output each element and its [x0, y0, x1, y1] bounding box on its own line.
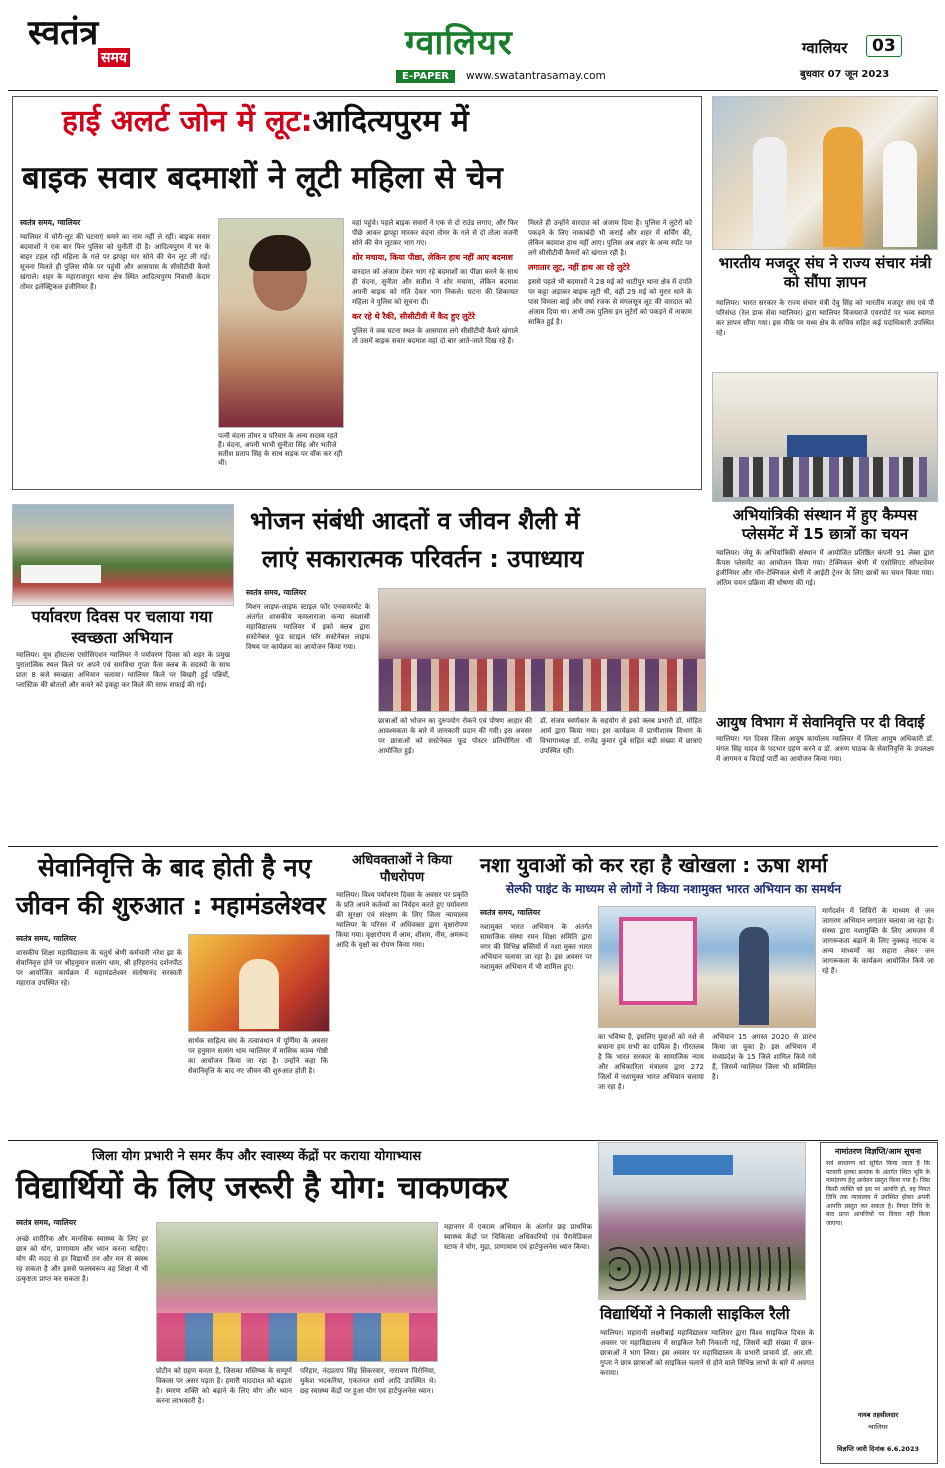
lead-byline: स्वतंत्र समय, ग्वालियर [20, 218, 81, 227]
food-byline: स्वतंत्र समय, ग्वालियर [246, 588, 307, 597]
lead-photo-woman [218, 218, 344, 428]
epaper-label: E-PAPER [396, 70, 455, 83]
campus-body: ग्वालियर। जेयू के अभियांत्रिकी संस्थान में आयोजित प्रतिष्ठित कंपनी 91 लेब्स द्वारा कैंपस प्लेसमेंट का आयोजन किया गया। टेक्निकल श्रेणी में एसोसिएट सॉफ्टवेयर इंजीनियर और नॉन-टेक्निकल श्रेणी में आईटी ट्रेनर के लिए छात्रों का चयन किया गया। अंतिम चयन प्रक्रिया की घोषणा की गई। [716, 549, 934, 587]
food-photo [378, 588, 706, 712]
cycle-headline: विद्यार्थियों ने निकाली साइकिल रैली [600, 1305, 790, 1323]
cycle-photo [598, 1142, 806, 1300]
bms-photo [712, 96, 938, 250]
food-headline-2: लाएं सकारात्मक परिवर्तन : उपाध्याय [262, 545, 584, 573]
env-headline: पर्यावरण दिवस पर चलाया गया स्वच्छता अभियान [31, 607, 213, 647]
food-headline-1: भोजन संबंधी आदतों व जीवन शैली में [250, 507, 580, 535]
ayush-body: ग्वालियर। गत दिवस जिला आयुष कार्यालय ग्वालियर में जिला आयुष अधिकारी डॉ. मंगल सिंह यादव के पदभार ग्रहण करने व डॉ. अरुण पाठक के सेवानिवृत्ति के उपलक्ष्य में आगमन व विदाई पार्टी का आयोजन किया गया। [716, 735, 934, 763]
lead-col2-text-c: पुलिस ने जब घटना स्थल के आसपास लगे सीसीटीवी कैमरे खंगाले तो उसमें बाइक सवार बदमाश वहां दो बार आते-जाते दिख रहे हैं। [352, 327, 518, 345]
advocates-headline: अधिवक्ताओं ने किया पौधरोपण [351, 853, 453, 885]
issue-date: बुधवार 07 जून 2023 [800, 69, 890, 80]
cycle-bikes [609, 1247, 795, 1291]
lead-col2 [352, 218, 518, 484]
lead-photo-hair [249, 235, 311, 271]
drugs-photo-person [739, 927, 769, 1025]
notice-footer: विज्ञप्ति जारी दिनांक 6.6.2023 [837, 1445, 919, 1453]
ayush-headline: आयुष विभाग में सेवानिवृत्ति पर दी विदाई [716, 715, 925, 731]
env-body: ग्वालियर। यूथ हॉस्टल्स एसोसिएशन ग्वालियर ने पर्यावरण दिवस को शहर के प्रमुख पुरातात्विक स्थल किले पर अपने एवं समविधा गुप्ता फैंस क्लब के सदस्यों के साथ प्रातः 8 बजे स्वच्छता अभियान चलाया। ग्वालियर किले पर बिखरी हुई पन्नियों, प्लास्टिक की बोतलों और कचरे को इकट्ठा कर किले की साफ सफाई की गई। [16, 651, 230, 689]
yoga-headline: विद्यार्थियों के लिए जरूरी है योग: चाकणकर [16, 1170, 508, 1206]
lead-col2-text-a: वहां पहुंचे। पहले बाइक सवारों ने एक से दो राउंड लगाए, और फिर पीछे आकर झपट्टा मारकर वंदना तोमर के गले से दो तोला वजनी सोने की चेन लूटकर भाग गए। [352, 219, 518, 247]
yoga-photo [156, 1222, 438, 1362]
bms-photo-figure-3 [883, 141, 917, 247]
food-col1: मिशन लाइफ-लाइफ स्टाइल फॉर एनवायरमेंट के अंतर्गत शासकीय कमलाराजा कन्या स्वशासी महाविद्यालय ग्वालियर में इको क्लब द्वारा सस्टेनेबल फूड स्टाइल फॉर सस्टेनेबल लाइफ विषय पर कार्यक्रम का आयोजन किया गया। [246, 603, 370, 651]
drugs-subhead: सेल्फी पाइंट के माध्यम से लोगों ने किया नशामुक्त भारत अभियान का समर्थन [506, 882, 842, 896]
campus-banner [787, 435, 867, 459]
lower-rule [8, 1140, 938, 1141]
drugs-col1: नशामुक्त भारत अभियान के अंतर्गत सामाजिक संस्था रमन शिक्षा समिति द्वारा नगर की विभिन्न बस्तियों में नशा मुक्त भारत अभियान चलाया जा रहा है। इस अवसर पर नशामुक्त अभियान में भी शामिल हुए। [480, 923, 592, 971]
bms-photo-figure-1 [753, 137, 787, 247]
food-col3: डॉ. संजय स्वर्णकार के सहयोग से इको क्लब प्रभारी डॉ. मोहित आर्य द्वारा किया गया। इस कार्यक्रम में प्राणीशास्त्र विभाग के विभागाध्यक्ष डॉ. राजेंद्र कुमार दुबे सहित बड़ी संख्या में छात्राएं उपस्थित रहीं। [540, 717, 702, 755]
yoga-col2: प्रोटीन को ग्रहण करता है, जिसका मस्तिष्क के सम्पूर्ण विकास पर असर पड़ता है। हमारी याददाश्त को बढ़ाता है। स्मरण शक्ति को बढ़ाने के लिए योग और ध्यान करना लाभकारी है। [156, 1367, 292, 1405]
campus-headline: अभियांत्रिकी संस्थान में हुए कैम्पस प्लेसमेंट में 15 छात्रों का चयन [732, 506, 918, 543]
page-number: 03 [866, 35, 902, 57]
lead-subhead-1: शोर मचाया, किया पीछा, लेकिन हाथ नहीं आए बदमाश [352, 253, 513, 262]
notice-sign-1: नायब तहसीलदार [857, 1411, 899, 1419]
env-banner [21, 565, 101, 583]
retire-photo [188, 934, 330, 1032]
logo-top: स्वतंत्र [28, 13, 99, 53]
env-photo [12, 504, 234, 606]
lead-col2-text-b: वारदात को अंजाम देकर भाग रहे बदमाशों का पीछा करने के साथ ही वंदना, सुनीता और सतीश ने शोर मचाया, लेकिन बदमाश अपनी बाइक को गति देकर भाग निकले। घटना की शिकायत महिला ने पुलिस को सूचना दी। [352, 268, 518, 306]
drugs-col2: का भविष्य है, इसलिए युवाओं को नशे से बचाना हम सभी का दायित्व है। गौरतलब है कि भारत सरकार के सामाजिक न्याय और अधिकारिता मंत्रालय द्वारा 272 जिलों में नशामुक्त भारत अभियान चलाया जा रहा है। [598, 1033, 704, 1091]
yoga-mats [157, 1313, 437, 1361]
bms-body: ग्वालियर। भारत सरकार के राज्य संचार मंत्री देवु सिंह को भारतीय मजदूर संघ एवं पी परिसंघ्ठ (रेल डाक सेवा ग्वालियर) द्वारा ग्वालियर विजयराजे एयरपोर्ट पर भव्य स्वागत कर ज्ञापन सौंपा गया। इस मौके पर मध्य क्षेत्र के सचिव सहित कई पदाधिकारी उपस्थित रहे। [716, 299, 934, 337]
bms-headline: भारतीय मजदूर संघ ने राज्य संचार मंत्री को सौंपा ज्ञापन [718, 254, 932, 291]
lead-col3 [528, 218, 692, 484]
lead-subhead-2: कर रहे थे रैकी, सीसीटीवी में कैद हुए लुटेरे [352, 312, 476, 321]
campus-photo [712, 372, 938, 502]
lead-col1: ग्वालियर में चोरी-लूट की घटनाएं थमने का नाम नहीं ले रहीं। बाइक सवार बदमाशों ने एक बार फिर पुलिस को चुनौती दी है। आदित्यपुरम में घर के बाहर टहल रही महिला के गले पर झपट्टा मार सोने की चेन लूट ली गई। सूचना मिलते ही पुलिस मौके पर पहुंची और आसपास के सीसीटीवी कैमरे खंगाले। शहर के महाराजपुरा थाना क्षेत्र स्थित आदित्यपुरम निवासी केदार तोमर इलेक्ट्रिकल इंजीनियर हैं। [20, 233, 210, 291]
logo-bottom: समय [98, 48, 130, 67]
advocates-body: ग्वालियर। विश्व पर्यावरण दिवस के अवसर पर प्रकृति के प्रति अपने कर्तव्यों का निर्वहन करते हुए पर्यावरण की सुरक्षा एवं संरक्षण के लिए जिला न्यायालय ग्वालियर के परिसर में अधिवक्ता द्वारा वृक्षारोपण किया गया। वृक्षारोपण में आम, शीशम, नीम, अमरूद आदि के वृक्षों का रोपण किया गया। [336, 891, 468, 949]
retire-col1: शासकीय शिक्षा महाविद्यालय के चतुर्थ श्रेणी कर्मचारी नरेश झा के सेवानिवृत्त होने पर श्रीहनुमान सत्संग धाम, श्री हरिहरानंद दर्शनपीठ पर आयोजित कार्यक्रम में महामंडलेश्वर संतोषानंद सरस्वती महाराज उपस्थित रहे। [16, 949, 182, 987]
bms-photo-figure-2 [823, 127, 863, 247]
drugs-selfie-frame [619, 917, 697, 1005]
retire-photo-figure [239, 959, 279, 1029]
retire-headline-1: सेवानिवृत्ति के बाद होती है नए [38, 853, 312, 882]
yoga-byline: स्वतंत्र समय, ग्वालियर [16, 1218, 77, 1227]
yoga-col3: परिहार, नंदप्रताप सिंह सिकरवार, नारायण पिरोनिया, मुकेश भदकरिया, एकतनत शर्मा आदि उपस्थित थे। छह स्वास्थ्य केंद्रों पर हुआ योग एवं हार्टफुलनेस ध्यान। [300, 1367, 436, 1395]
yoga-col4: महानगर में एकात्म अभियान के अंतर्गत छह प्राथमिक स्वास्थ्य केंद्रों पर चिकित्सा अधिकारियों एवं पैरामेडिकल स्टाफ ने योग, मुद्रा, प्राणायाम एवं हार्टफुलनेस ध्यान किया। [444, 1223, 592, 1251]
drugs-col3: अभियान 15 अगस्त 2020 से प्रारंभ किया जा चुका है। इस अभियान में मध्यप्रदेश के 15 जिले शामिल किये गये हैं, जिसमें ग्वालियर जिला भी सम्मिलित है। [712, 1033, 816, 1081]
lead-headline-line1 [62, 104, 469, 140]
notice-sign-2: ग्वालियर [868, 1423, 888, 1431]
yoga-kicker: जिला योग प्रभारी ने समर कैंप और स्वास्थ्य केंद्रों पर कराया योगाभ्यास [92, 1149, 422, 1164]
lead-col3-text-a: मिलते ही उन्होंने वारदात को अंजाम दिया है। पुलिस ने लुटेरों को पकड़ने के लिए नाकाबंदी भी कराई और शहर में सर्चिंग की, लेकिन बदमाश हाथ नहीं आए। पुलिस अब शहर के अन्य स्पॉट पर लगे सीसीटीवी कैमरों को खंगाल रही है। [528, 219, 692, 257]
food-col2: छात्राओं को भोजन का दुरुपयोग रोकने एवं पोषण आहार की आवश्यकता के बारे में जानकारी प्रदान की गयी। इस अवसर पर छात्राओं को सस्टेनेबल फूड पोस्टर प्रतियोगिता भी आयोजित हुई। [378, 717, 532, 755]
logo [28, 14, 138, 82]
city-title: ग्वालियर [405, 23, 513, 63]
drugs-headline: नशा युवाओं को कर रहा है खोखला : ऊषा शर्मा [480, 853, 828, 877]
food-photo-desks [379, 659, 705, 711]
lead-subhead-3: लगातार लूट, नहीं हाथ आ रहे लुटेरे [528, 263, 630, 272]
edition-city: ग्वालियर [802, 39, 848, 57]
notice-body: सर्व साधारण को सूचित किया जाता है कि पटवारी हल्का क्रमांक के अंतर्गत स्थित भूमि के नामांतरण हेतु आवेदन प्रस्तुत किया गया है। जिस किसी व्यक्ति को इस पर आपत्ति हो, वह नियत तिथि तक न्यायालय में उपस्थित होकर अपनी आपत्ति प्रस्तुत कर सकता है। नियत तिथि के बाद प्राप्त आपत्तियों पर विचार नहीं किया जाएगा। [826, 1160, 930, 1227]
yoga-col1: अच्छे शारीरिक और मानसिक स्वास्थ्य के लिए हर छात्र को योग, प्राणायाम और ध्यान करना चाहिए। योग की मदद से हर विद्यार्थी तन और मन से स्वस्थ रह सकता है और इससे फलस्वरूप वह शिक्षा में भी उत्कृष्टता प्राप्त कर सकता है। [16, 1235, 148, 1283]
website-link[interactable]: www.swatantrasamay.com [466, 70, 606, 82]
retire-headline-2: जीवन की शुरुआत : महामंडलेश्वर [16, 891, 326, 920]
lead-photo-caption: पत्नी वंदना तोमर व परिवार के अन्य सदस्य रहते हैं। वंदना, अपनी भाभी सुनीता सिंह और भतीजे सतीश प्रताप सिंह के साथ सड़क पर वॉक कर रही थीं। [218, 432, 343, 467]
lead-headline-black: आदित्यपुरम में [312, 104, 469, 139]
retire-byline: स्वतंत्र समय, ग्वालियर [16, 934, 77, 943]
drugs-photo [598, 906, 816, 1028]
drugs-col4: मार्गदर्शन में शिविरों के माध्यम से जन जागरण अभियान लगातार चलाया जा रहा है। संस्था द्वारा नशामुक्ति के लिए आमजन में जागरूकता बढ़ाने के लिए नुक्कड़ नाटक व अन्य माध्यमों का सहारा लेकर जन जागरूकता के कार्यक्रम आयोजित किये जा रहे हैं। [822, 907, 934, 975]
drugs-byline: स्वतंत्र समय, ग्वालियर [480, 908, 541, 917]
lead-headline-red: हाई अलर्ट जोन में लूट: [62, 104, 313, 139]
campus-group [723, 457, 927, 497]
masthead [0, 0, 945, 92]
masthead-rule [8, 90, 938, 91]
mid-rule [8, 846, 938, 847]
cycle-banner [613, 1155, 733, 1175]
notice-title: नामांतरण विज्ञप्ति/आम सूचना [834, 1147, 922, 1156]
retire-col2: सार्थक साहित्य संघ के तत्वावधान में पूर्णिमा के अवसर पर हनुमान सत्संग धाम ग्वालियर में मासिक काव्य गोष्ठी का आयोजन किया जा रहा है। उन्होंने कहा कि सेवानिवृत्ति के बाद नए जीवन की शुरुआत होती है। [188, 1037, 328, 1075]
lead-col3-text-b: इससे पहले भी बदमाशों ने 28 मई को थाटीपुर थाना क्षेत्र में दंपति पर कट्टा अड़ाकर बाइक लूटी थी, वहीं 29 मई को मुरार थाने के पास विमला बाई और वर्षा रजक से मंगलसूत्र लूट की वारदात को अंजाम दिया था। अभी तक पुलिस इन लुटेरों को पकड़ने में नाकाम साबित हुई है। [528, 278, 692, 326]
lead-headline-line2: बाइक सवार बदमाशों ने लूटी महिला से चेन [22, 160, 503, 196]
cycle-body: ग्वालियर। महारानी लक्ष्मीबाई महाविद्यालय ग्वालियर द्वारा विश्व साइकिल दिवस के अवसर पर महाविद्यालय में साइकिल रैली निकाली गई, जिसमें बड़ी संख्या में छात्र-छात्राओं ने भाग लिया। इस अवसर पर महाविद्यालय के प्रभारी प्राचार्य डॉ. आर.सी. गुप्ता ने छात्र छात्राओं को साइकिल चलाने से होने वाले विभिन्न लाभों के बारे में अवगत कराया। [600, 1329, 814, 1377]
